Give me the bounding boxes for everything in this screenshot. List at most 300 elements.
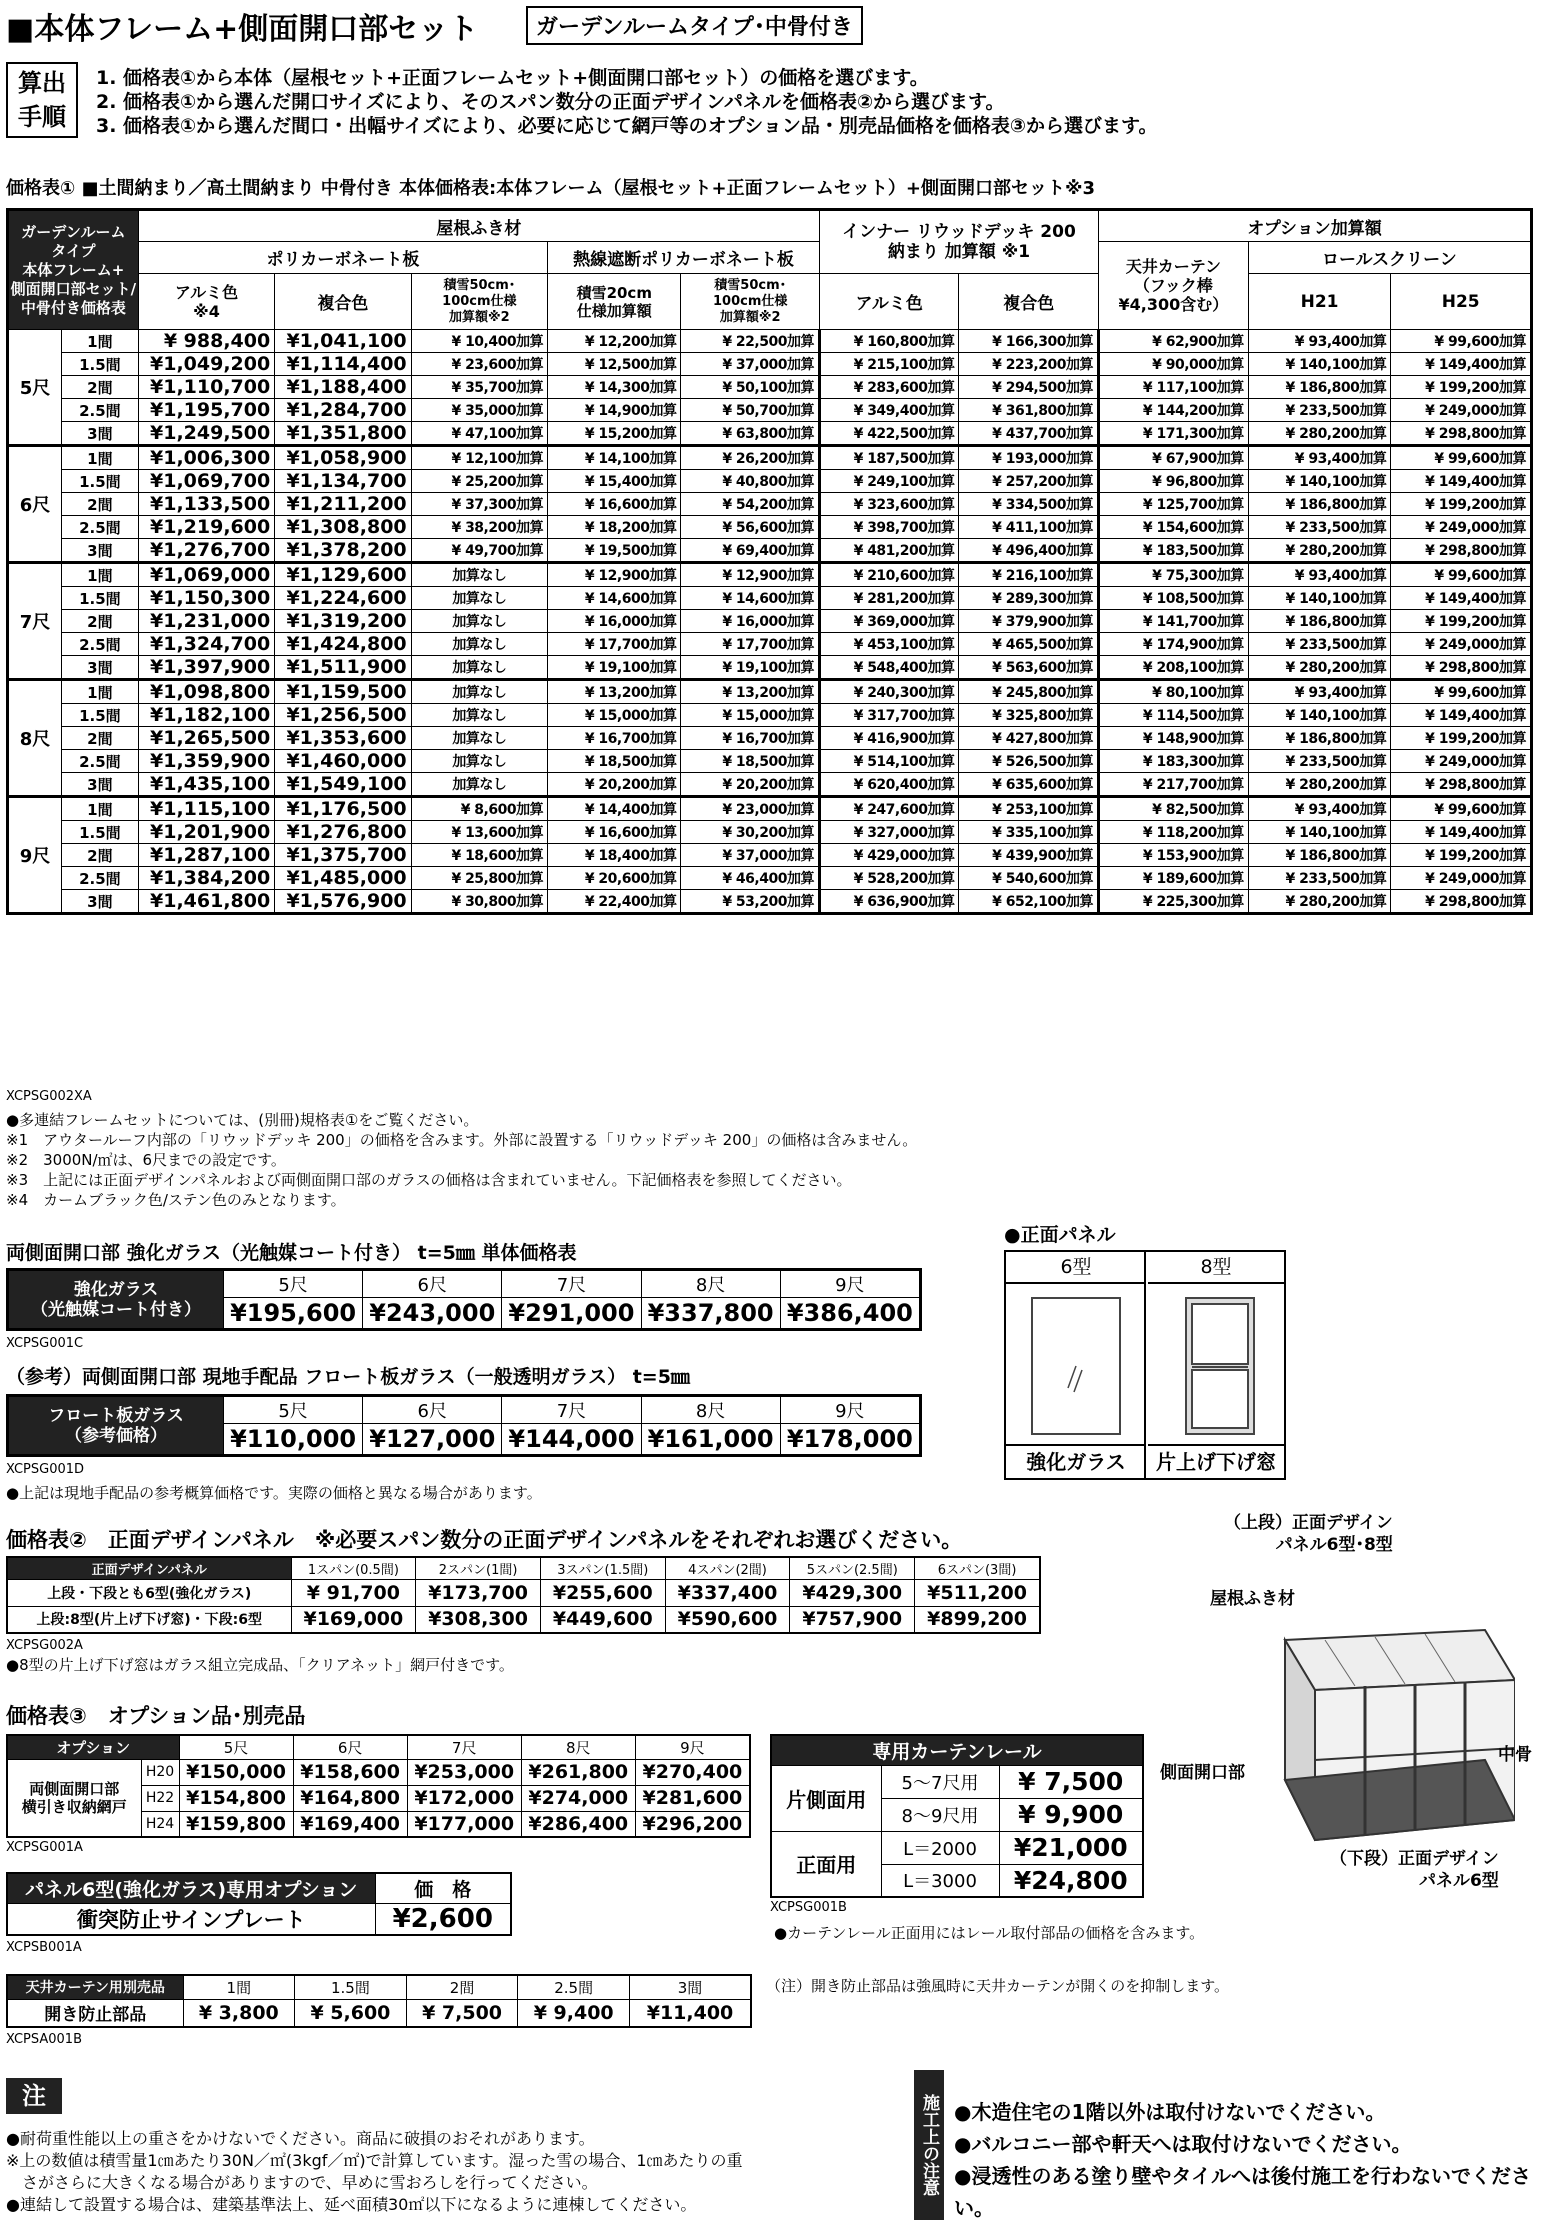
add-price-cell: ¥ 96,800加算: [1098, 470, 1248, 493]
garden-room-diagram: [1245, 1620, 1515, 1870]
table2-code: XCPSG002A: [6, 1638, 83, 1653]
panel-cap8: 片上げ下げ窓: [1148, 1444, 1284, 1478]
price-cell: ¥1,461,800: [138, 890, 274, 914]
add-price-cell: ¥ 514,100加算: [819, 750, 959, 773]
add-price-cell: ¥ 298,800加算: [1391, 890, 1532, 914]
t2-cell: ¥757,900: [790, 1606, 915, 1633]
add-price-cell: ¥ 225,300加算: [1098, 890, 1248, 914]
curtain-option-table: [6, 1974, 752, 2028]
span-label: 1間: [61, 680, 138, 704]
table2-title: 価格表② 正面デザインパネル ※必要スパン数分の正面デザインパネルをそれぞれお選びください。: [6, 1528, 963, 1552]
add-price-cell: ¥ 114,500加算: [1098, 704, 1248, 727]
add-price-cell: ¥ 210,600加算: [819, 563, 959, 587]
rail-price: ¥24,800: [999, 1864, 1143, 1897]
span-label: 3間: [61, 422, 138, 446]
price-cell: ¥1,308,800: [275, 516, 411, 539]
float-price: ¥161,000: [641, 1424, 780, 1456]
diagram-side-label: 側面開口部: [1160, 1763, 1245, 1783]
table-row: [8, 867, 1532, 890]
add-price-cell: ¥ 186,800加算: [1248, 376, 1391, 399]
warning-lines: [6, 2128, 743, 2216]
add-price-cell: ¥ 283,600加算: [819, 376, 959, 399]
rail-one-side: 片側面用: [771, 1765, 881, 1831]
add-price-cell: ¥ 317,700加算: [819, 704, 959, 727]
t3-cell: ¥169,400: [293, 1811, 407, 1837]
add-price-cell: ¥ 140,100加算: [1248, 470, 1391, 493]
roof-header: 屋根ふき材: [138, 210, 819, 242]
add-price-cell: ¥ 249,000加算: [1391, 750, 1532, 773]
float-table: [6, 1394, 922, 1457]
panel-title: ●正面パネル: [1004, 1224, 1116, 1246]
price-cell: ¥1,159,500: [275, 680, 411, 704]
add-price-cell: ¥ 298,800加算: [1391, 539, 1532, 563]
add-price-cell: ¥ 636,900加算: [819, 890, 959, 914]
price-cell: ¥1,485,000: [275, 867, 411, 890]
price-cell: ¥1,188,400: [275, 376, 411, 399]
add-price-cell: ¥ 140,100加算: [1248, 704, 1391, 727]
add-price-cell: ¥ 99,600加算: [1391, 797, 1532, 821]
span-label: 2.5間: [61, 633, 138, 656]
float-size: 9尺: [780, 1396, 920, 1424]
page-title: ■本体フレーム+側面開口部セット: [6, 12, 479, 47]
rail-size: 5〜7尺用: [881, 1765, 999, 1798]
t3-head: 9尺: [635, 1735, 750, 1759]
add-price-cell: ¥ 75,300加算: [1098, 563, 1248, 587]
add-price-cell: ¥ 56,600加算: [681, 516, 820, 539]
note-line: ※1 アウタールーフ内部の「リウッドデッキ 200」の価格を含みます。外部に設置する「リウッドデッキ 200」の価格は含みません。: [6, 1131, 918, 1149]
t3-cell: ¥158,600: [293, 1759, 407, 1785]
add-price-cell: ¥ 35,700加算: [411, 376, 547, 399]
add-price-cell: ¥ 453,100加算: [819, 633, 959, 656]
table-row: [8, 563, 1532, 587]
price-cell: ¥ 988,400: [138, 330, 274, 353]
add-price-cell: ¥ 19,100加算: [548, 656, 681, 680]
t3-cell: ¥253,000: [407, 1759, 521, 1785]
add-price-cell: ¥ 15,200加算: [548, 422, 681, 446]
t2-head: 1スパン(0.5間): [291, 1557, 416, 1579]
add-price-cell: ¥ 16,700加算: [681, 727, 820, 750]
steps-label: 算出 手順: [6, 62, 78, 138]
panel-type8: 8型: [1148, 1252, 1284, 1284]
t3-cell: ¥159,800: [179, 1811, 293, 1837]
add-price-cell: ¥ 12,500加算: [548, 353, 681, 376]
table1-corner: ガーデンルーム タイプ 本体フレーム+ 側面開口部セット/ 中骨付き価格表: [8, 210, 139, 330]
price-cell: ¥1,134,700: [275, 470, 411, 493]
add-price-cell: ¥ 25,200加算: [411, 470, 547, 493]
t3-cell: ¥274,000: [521, 1785, 635, 1811]
h25-header: H25: [1391, 274, 1532, 330]
add-price-cell: ¥ 40,800加算: [681, 470, 820, 493]
add-price-cell: ¥ 63,800加算: [681, 422, 820, 446]
span-label: 1.5間: [61, 704, 138, 727]
add-price-cell: ¥ 15,000加算: [681, 704, 820, 727]
rail-price: ¥21,000: [999, 1831, 1143, 1864]
table-row: [8, 353, 1532, 376]
add-price-cell: ¥ 526,500加算: [959, 750, 1099, 773]
span-label: 1間: [61, 330, 138, 353]
add-price-cell: ¥ 429,000加算: [819, 844, 959, 867]
add-price-cell: ¥ 183,300加算: [1098, 750, 1248, 773]
snow50-header: 積雪50cm･ 100cm仕様 加算額※2: [411, 274, 547, 330]
price-cell: ¥1,276,800: [275, 821, 411, 844]
price-cell: ¥1,224,600: [275, 587, 411, 610]
add-price-cell: ¥ 199,200加算: [1391, 376, 1532, 399]
add-price-cell: ¥ 289,300加算: [959, 587, 1099, 610]
roll-header: ロールスクリーン: [1248, 242, 1531, 274]
add-price-cell: ¥ 99,600加算: [1391, 680, 1532, 704]
add-price-cell: ¥ 12,900加算: [681, 563, 820, 587]
add-price-cell: ¥ 90,000加算: [1098, 353, 1248, 376]
table1-code: XCPSG002XA: [6, 1089, 92, 1104]
add-price-cell: ¥ 186,800加算: [1248, 844, 1391, 867]
add-price-cell: ¥ 280,200加算: [1248, 773, 1391, 797]
add-price-cell: ¥ 13,200加算: [681, 680, 820, 704]
t3-head: 7尺: [407, 1735, 521, 1759]
add-price-cell: ¥ 153,900加算: [1098, 844, 1248, 867]
table-row: [8, 656, 1532, 680]
add-price-cell: ¥ 253,100加算: [959, 797, 1099, 821]
add-price-cell: ¥ 16,000加算: [681, 610, 820, 633]
add-price-cell: ¥ 233,500加算: [1248, 399, 1391, 422]
price-cell: ¥1,511,900: [275, 656, 411, 680]
span-label: 1.5間: [61, 587, 138, 610]
add-price-cell: ¥ 37,000加算: [681, 844, 820, 867]
glass-size: 8尺: [641, 1270, 780, 1298]
alumi-header: アルミ色 ※4: [138, 274, 274, 330]
table-row: [8, 890, 1532, 914]
h21-header: H21: [1248, 274, 1391, 330]
price-cell: ¥1,115,100: [138, 797, 274, 821]
add-price-cell: ¥ 54,200加算: [681, 493, 820, 516]
add-price-cell: ¥ 53,200加算: [681, 890, 820, 914]
add-price-cell: ¥ 411,100加算: [959, 516, 1099, 539]
title-tag: ガーデンルームタイプ･中骨付き: [526, 6, 863, 45]
install-label: 施工上の注意: [914, 2070, 944, 2220]
t3-cell: H20: [141, 1759, 179, 1785]
plate-table: [6, 1872, 512, 1936]
co-head: 1.5間: [295, 1975, 407, 1999]
table-row: [8, 516, 1532, 539]
t2-cell: ¥ 91,700: [291, 1579, 416, 1606]
span-label: 3間: [61, 656, 138, 680]
add-price-cell: ¥ 20,200加算: [681, 773, 820, 797]
add-price-cell: ¥ 47,100加算: [411, 422, 547, 446]
co-cell: ¥ 5,600: [295, 1999, 407, 2027]
price-cell: ¥1,006,300: [138, 446, 274, 470]
add-price-cell: ¥ 14,100加算: [548, 446, 681, 470]
span-label: 3間: [61, 539, 138, 563]
t2-head: 3スパン(1.5間): [540, 1557, 665, 1579]
add-price-cell: ¥ 99,600加算: [1391, 563, 1532, 587]
add-price-cell: 加算なし: [411, 704, 547, 727]
snow50b-header: 積雪50cm･ 100cm仕様 加算額※2: [681, 274, 820, 330]
snow20-header: 積雪20cm 仕様加算額: [548, 274, 681, 330]
add-price-cell: ¥ 14,300加算: [548, 376, 681, 399]
t3-cell: ¥150,000: [179, 1759, 293, 1785]
add-price-cell: ¥ 99,600加算: [1391, 446, 1532, 470]
t3-head: 6尺: [293, 1735, 407, 1759]
co-cell: ¥ 9,400: [518, 1999, 630, 2027]
diagram-top-label: （上段）正面デザイン パネル6型･8型: [1224, 1513, 1393, 1555]
price-cell: ¥1,397,900: [138, 656, 274, 680]
add-price-cell: ¥ 19,100加算: [681, 656, 820, 680]
price-cell: ¥1,351,800: [275, 422, 411, 446]
add-price-cell: ¥ 249,000加算: [1391, 399, 1532, 422]
t3-cell: ¥177,000: [407, 1811, 521, 1837]
add-price-cell: ¥ 280,200加算: [1248, 422, 1391, 446]
install-lines: [954, 2096, 1550, 2224]
t3-cell: ¥164,800: [293, 1785, 407, 1811]
price-cell: ¥1,211,200: [275, 493, 411, 516]
add-price-cell: ¥ 280,200加算: [1248, 890, 1391, 914]
add-price-cell: ¥ 12,900加算: [548, 563, 681, 587]
span-label: 3間: [61, 773, 138, 797]
add-price-cell: ¥ 149,400加算: [1391, 470, 1532, 493]
price-cell: ¥1,219,600: [138, 516, 274, 539]
add-price-cell: ¥ 189,600加算: [1098, 867, 1248, 890]
add-price-cell: ¥ 427,800加算: [959, 727, 1099, 750]
diagram-roof-label: 屋根ふき材: [1210, 1589, 1295, 1609]
add-price-cell: ¥ 439,900加算: [959, 844, 1099, 867]
price-cell: ¥1,359,900: [138, 750, 274, 773]
add-price-cell: ¥ 233,500加算: [1248, 750, 1391, 773]
add-price-cell: ¥ 10,400加算: [411, 330, 547, 353]
price-cell: ¥1,058,900: [275, 446, 411, 470]
inner-deck-header: インナー リウッドデッキ 200 納まり 加算額 ※1: [819, 210, 1098, 274]
glass-size: 6尺: [363, 1270, 502, 1298]
add-price-cell: ¥ 93,400加算: [1248, 680, 1391, 704]
glass-size: 7尺: [502, 1270, 641, 1298]
span-label: 2間: [61, 610, 138, 633]
t3-head: 8尺: [521, 1735, 635, 1759]
t3-cell: ¥296,200: [635, 1811, 750, 1837]
span-label: 1間: [61, 797, 138, 821]
t2-cell: ¥255,600: [540, 1579, 665, 1606]
plate-code: XCPSB001A: [6, 1940, 82, 1955]
add-price-cell: ¥ 82,500加算: [1098, 797, 1248, 821]
add-price-cell: ¥ 216,100加算: [959, 563, 1099, 587]
table1-caption: 価格表① ■土間納まり／高土間納まり 中骨付き 本体価格表:本体フレーム（屋根セット+正面フレームセット）+側面開口部セット※3: [6, 178, 1095, 199]
add-price-cell: ¥ 30,200加算: [681, 821, 820, 844]
span-label: 1.5間: [61, 353, 138, 376]
span-label: 1.5間: [61, 821, 138, 844]
step-3: 3. 価格表①から選んだ間口・出幅サイズにより、必要に応じて網戸等のオプション品・別売品価格を価格表③から選びます。: [96, 115, 1158, 137]
price-cell: ¥1,435,100: [138, 773, 274, 797]
add-price-cell: ¥ 26,200加算: [681, 446, 820, 470]
t3-cell: ¥154,800: [179, 1785, 293, 1811]
add-price-cell: ¥ 22,400加算: [548, 890, 681, 914]
add-price-cell: ¥ 93,400加算: [1248, 563, 1391, 587]
add-price-cell: ¥ 93,400加算: [1248, 797, 1391, 821]
rail-title: 専用カーテンレール: [771, 1735, 1143, 1765]
co-head: 1間: [183, 1975, 295, 1999]
add-price-cell: ¥ 18,400加算: [548, 844, 681, 867]
float-price: ¥144,000: [502, 1424, 641, 1456]
curtain-header: 天井カーテン （フック棒 ¥4,300含む）: [1098, 242, 1248, 330]
rail-price: ¥ 7,500: [999, 1765, 1143, 1798]
table-row: [8, 587, 1532, 610]
plate-price: ¥2,600: [375, 1903, 511, 1935]
add-price-cell: ¥ 49,700加算: [411, 539, 547, 563]
add-price-cell: ¥ 149,400加算: [1391, 704, 1532, 727]
rail-size: 8〜9尺用: [881, 1798, 999, 1831]
add-price-cell: ¥ 19,500加算: [548, 539, 681, 563]
panel-type6: 6型: [1006, 1252, 1146, 1284]
option-table: [6, 1734, 751, 1838]
t2-cell: ¥449,600: [540, 1606, 665, 1633]
table-row: [8, 539, 1532, 563]
price-cell: ¥1,098,800: [138, 680, 274, 704]
add-price-cell: ¥ 14,400加算: [548, 797, 681, 821]
float-title: （参考）両側面開口部 現地手配品 フロート板ガラス（一般透明ガラス） t=5㎜: [6, 1366, 690, 1388]
add-price-cell: ¥ 199,200加算: [1391, 610, 1532, 633]
table-row: [8, 330, 1532, 353]
add-price-cell: ¥ 16,700加算: [548, 727, 681, 750]
table-row: [8, 797, 1532, 821]
plate-price-head: 価 格: [375, 1873, 511, 1903]
add-price-cell: ¥ 14,600加算: [548, 587, 681, 610]
price-cell: ¥1,195,700: [138, 399, 274, 422]
add-price-cell: ¥ 174,900加算: [1098, 633, 1248, 656]
add-price-cell: ¥ 249,000加算: [1391, 633, 1532, 656]
price-cell: ¥1,110,700: [138, 376, 274, 399]
t2-cell: ¥169,000: [291, 1606, 416, 1633]
price-cell: ¥1,460,000: [275, 750, 411, 773]
add-price-cell: ¥ 171,300加算: [1098, 422, 1248, 446]
glass-price: ¥337,800: [641, 1298, 780, 1330]
curtain-rail-table: [770, 1734, 1144, 1898]
add-price-cell: ¥ 93,400加算: [1248, 330, 1391, 353]
add-price-cell: ¥ 37,300加算: [411, 493, 547, 516]
add-price-cell: ¥ 117,100加算: [1098, 376, 1248, 399]
add-price-cell: ¥ 379,900加算: [959, 610, 1099, 633]
co-cell: ¥ 7,500: [406, 1999, 518, 2027]
t2-cell: ¥337,400: [665, 1579, 790, 1606]
step-1: 1. 価格表①から本体（屋根セット+正面フレームセット+側面開口部セット）の価格を選びます。: [96, 67, 929, 89]
t3-cell: ¥281,600: [635, 1785, 750, 1811]
install-line: ●浸透性のある塗り壁やタイルへは後付施工を行わないでください。: [954, 2164, 1532, 2220]
price-cell: ¥1,576,900: [275, 890, 411, 914]
co-head: 2間: [406, 1975, 518, 1999]
add-price-cell: ¥ 281,200加算: [819, 587, 959, 610]
add-price-cell: ¥ 280,200加算: [1248, 656, 1391, 680]
add-price-cell: ¥ 323,600加算: [819, 493, 959, 516]
rail-code: XCPSG001B: [770, 1900, 847, 1915]
add-price-cell: 加算なし: [411, 680, 547, 704]
install-line: ●木造住宅の1階以外は取付けないでください。: [954, 2100, 1386, 2124]
add-price-cell: ¥ 186,800加算: [1248, 610, 1391, 633]
add-price-cell: 加算なし: [411, 750, 547, 773]
span-label: 2.5間: [61, 516, 138, 539]
add-price-cell: ¥ 125,700加算: [1098, 493, 1248, 516]
price-cell: ¥1,324,700: [138, 633, 274, 656]
panel-cap6: 強化ガラス: [1006, 1444, 1146, 1478]
glass-price: ¥195,600: [224, 1298, 363, 1330]
add-price-cell: ¥ 280,200加算: [1248, 539, 1391, 563]
add-price-cell: ¥ 15,000加算: [548, 704, 681, 727]
add-price-cell: ¥ 8,600加算: [411, 797, 547, 821]
price-cell: ¥1,133,500: [138, 493, 274, 516]
main-price-table: [6, 208, 1533, 915]
add-price-cell: ¥ 148,900加算: [1098, 727, 1248, 750]
table-row: [8, 470, 1532, 493]
span-label: 1.5間: [61, 470, 138, 493]
add-price-cell: ¥ 20,600加算: [548, 867, 681, 890]
add-price-cell: ¥ 298,800加算: [1391, 422, 1532, 446]
add-price-cell: ¥ 528,200加算: [819, 867, 959, 890]
add-price-cell: ¥ 334,500加算: [959, 493, 1099, 516]
rail-size: L＝3000: [881, 1864, 999, 1897]
add-price-cell: ¥ 652,100加算: [959, 890, 1099, 914]
t3-cell: ¥270,400: [635, 1759, 750, 1785]
add-price-cell: ¥ 199,200加算: [1391, 727, 1532, 750]
table-row: [8, 727, 1532, 750]
heat-poly-header: 熱線遮断ポリカーボネート板: [548, 242, 820, 274]
t2-cell: ¥511,200: [915, 1579, 1040, 1606]
add-price-cell: ¥ 481,200加算: [819, 539, 959, 563]
rail-note: ●カーテンレール正面用にはレール取付部品の価格を含みます。: [774, 1924, 1205, 1942]
add-price-cell: ¥ 149,400加算: [1391, 821, 1532, 844]
sash-window-panel-icon: [1184, 1296, 1256, 1436]
glass-price: ¥386,400: [780, 1298, 920, 1330]
add-price-cell: ¥ 186,800加算: [1248, 493, 1391, 516]
add-price-cell: 加算なし: [411, 773, 547, 797]
add-price-cell: 加算なし: [411, 610, 547, 633]
add-price-cell: ¥ 149,400加算: [1391, 353, 1532, 376]
add-price-cell: ¥ 80,100加算: [1098, 680, 1248, 704]
note-line: ※3 上記には正面デザインパネルおよび両側面開口部のガラスの価格は含まれていません。下記価格表を参照してください。: [6, 1171, 852, 1189]
add-price-cell: ¥ 23,000加算: [681, 797, 820, 821]
add-price-cell: ¥ 183,500加算: [1098, 539, 1248, 563]
add-price-cell: ¥ 327,000加算: [819, 821, 959, 844]
glass-code: XCPSG001C: [6, 1336, 84, 1351]
table-row: [8, 610, 1532, 633]
span-label: 1間: [61, 446, 138, 470]
table-row: [8, 376, 1532, 399]
add-price-cell: ¥ 208,100加算: [1098, 656, 1248, 680]
curtain-option-code: XCPSA001B: [6, 2032, 82, 2047]
add-price-cell: ¥ 22,500加算: [681, 330, 820, 353]
add-price-cell: ¥ 325,800加算: [959, 704, 1099, 727]
add-price-cell: ¥ 108,500加算: [1098, 587, 1248, 610]
add-price-cell: ¥ 154,600加算: [1098, 516, 1248, 539]
glass-size: 9尺: [780, 1270, 920, 1298]
span-label: 2間: [61, 844, 138, 867]
t3-cell: ¥172,000: [407, 1785, 521, 1811]
price-cell: ¥1,176,500: [275, 797, 411, 821]
glass-price: ¥243,000: [363, 1298, 502, 1330]
add-price-cell: ¥ 496,400加算: [959, 539, 1099, 563]
add-price-cell: ¥ 14,900加算: [548, 399, 681, 422]
price-cell: ¥1,249,500: [138, 422, 274, 446]
t2-cell: ¥429,300: [790, 1579, 915, 1606]
add-price-cell: ¥ 563,600加算: [959, 656, 1099, 680]
add-price-cell: ¥ 187,500加算: [819, 446, 959, 470]
add-price-cell: ¥ 17,700加算: [548, 633, 681, 656]
inner-alumi-header: アルミ色: [819, 274, 959, 330]
span-label: 3間: [61, 890, 138, 914]
price-cell: ¥1,549,100: [275, 773, 411, 797]
add-price-cell: ¥ 335,100加算: [959, 821, 1099, 844]
table2-note: ●8型の片上げ下げ窓はガラス組立完成品、「クリアネット」網戸付きです。: [6, 1656, 514, 1674]
option-header: オプション加算額: [1098, 210, 1531, 242]
add-price-cell: ¥ 30,800加算: [411, 890, 547, 914]
add-price-cell: ¥ 13,200加算: [548, 680, 681, 704]
price-cell: ¥1,276,700: [138, 539, 274, 563]
add-price-cell: ¥ 398,700加算: [819, 516, 959, 539]
table-row: [7, 1606, 1040, 1633]
price-cell: ¥1,424,800: [275, 633, 411, 656]
